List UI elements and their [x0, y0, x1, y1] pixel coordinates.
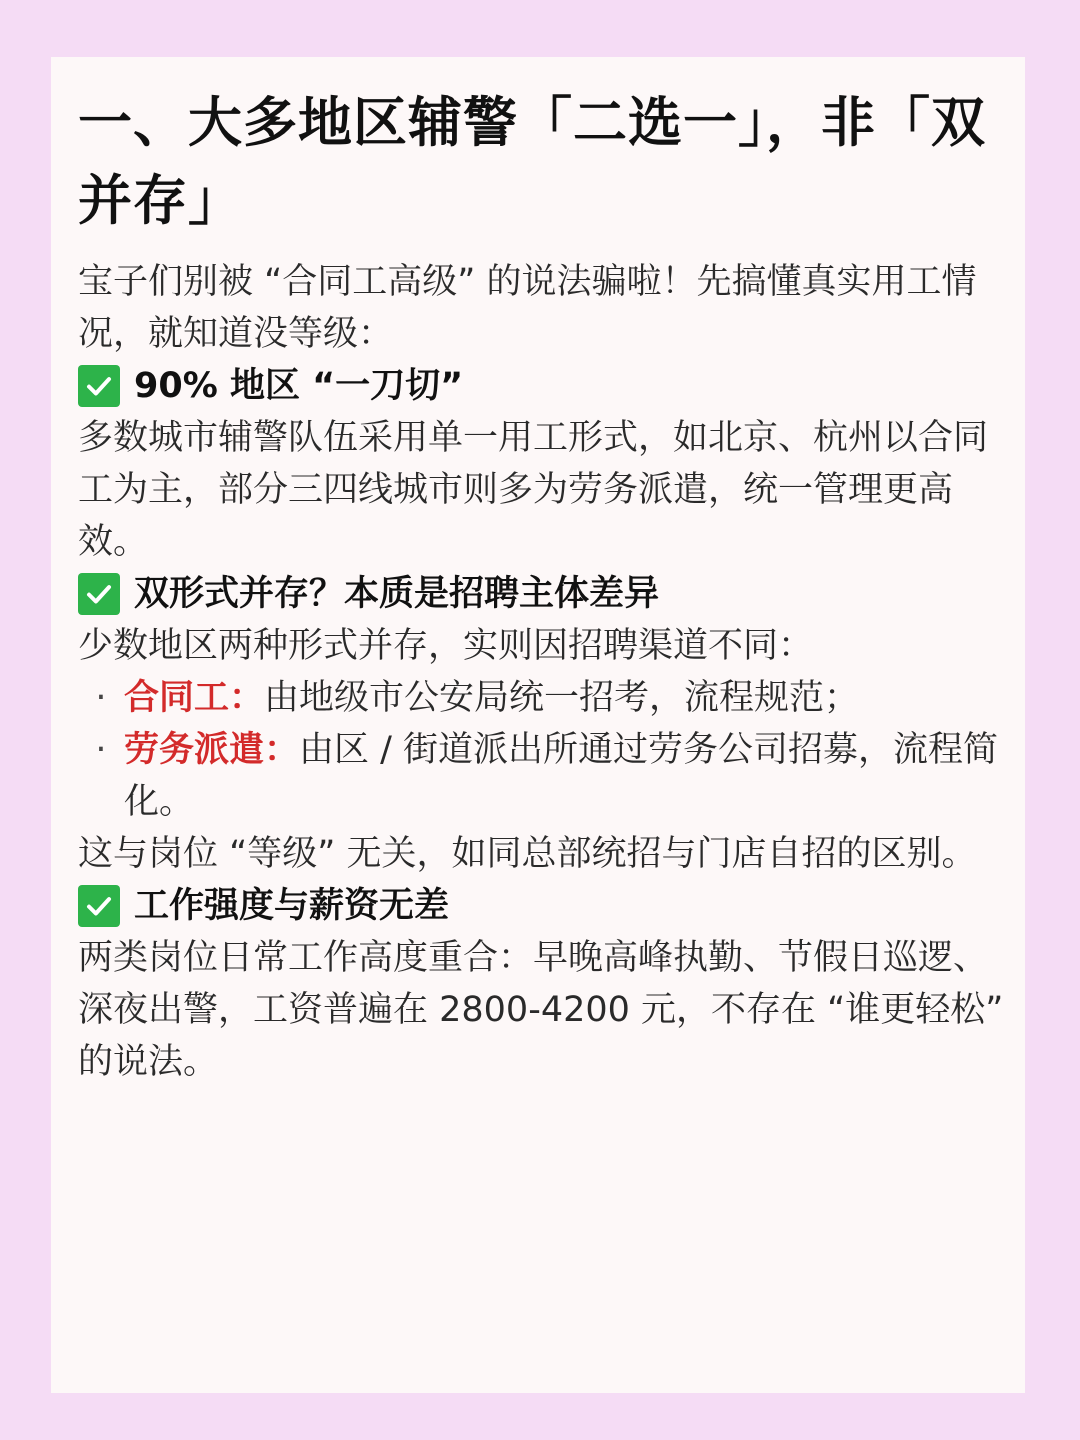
bullet-label: 劳务派遣：	[124, 730, 300, 770]
list-item	[78, 672, 1008, 724]
section-body: 少数地区两种形式并存，实则因招聘渠道不同：	[78, 626, 814, 666]
section-heading-text: 双形式并存？本质是招聘主体差异	[134, 574, 660, 614]
section-heading	[78, 360, 1008, 412]
section-three	[78, 880, 1008, 1088]
section-body: 多数城市辅警队伍采用单一用工形式，如北京、杭州以合同工为主，部分三四线城市则多为劳务派遣，统一管理更高效。	[78, 418, 989, 562]
check-icon	[78, 365, 120, 407]
section-heading-text: 工作强度与薪资无差	[134, 886, 450, 926]
section-heading	[78, 568, 1008, 620]
section-one	[78, 360, 1008, 568]
bullet-text: 由区 / 街道派出所通过劳务公司招募，流程简化。	[124, 730, 999, 822]
list-item	[78, 724, 1008, 828]
check-icon	[78, 573, 120, 615]
bullet-label: 合同工：	[124, 678, 265, 718]
section-body: 两类岗位日常工作高度重合：早晚高峰执勤、节假日巡逻、深夜出警，工资普遍在 2800-4200 元，不存在 “谁更轻松” 的说法。	[78, 938, 1004, 1082]
check-icon	[78, 885, 120, 927]
bullet-dot: ·	[95, 730, 107, 770]
section-heading-text: 90% 地区 “一刀切”	[134, 366, 464, 406]
section-two	[78, 568, 1008, 880]
section-footnote: 这与岗位 “等级” 无关，如同总部统招与门店自招的区别。	[78, 834, 977, 874]
bullet-dot: ·	[95, 678, 107, 718]
bullet-text: 由地级市公安局统一招考，流程规范；	[264, 678, 860, 718]
intro-paragraph: 宝子们别被 “合同工高级” 的说法骗啦！先搞懂真实用工情况，就知道没等级：	[78, 262, 977, 354]
article	[78, 84, 1008, 1088]
section-heading	[78, 880, 1008, 932]
page-title: 一、大多地区辅警「二选一」，非「双并存」	[78, 91, 986, 232]
